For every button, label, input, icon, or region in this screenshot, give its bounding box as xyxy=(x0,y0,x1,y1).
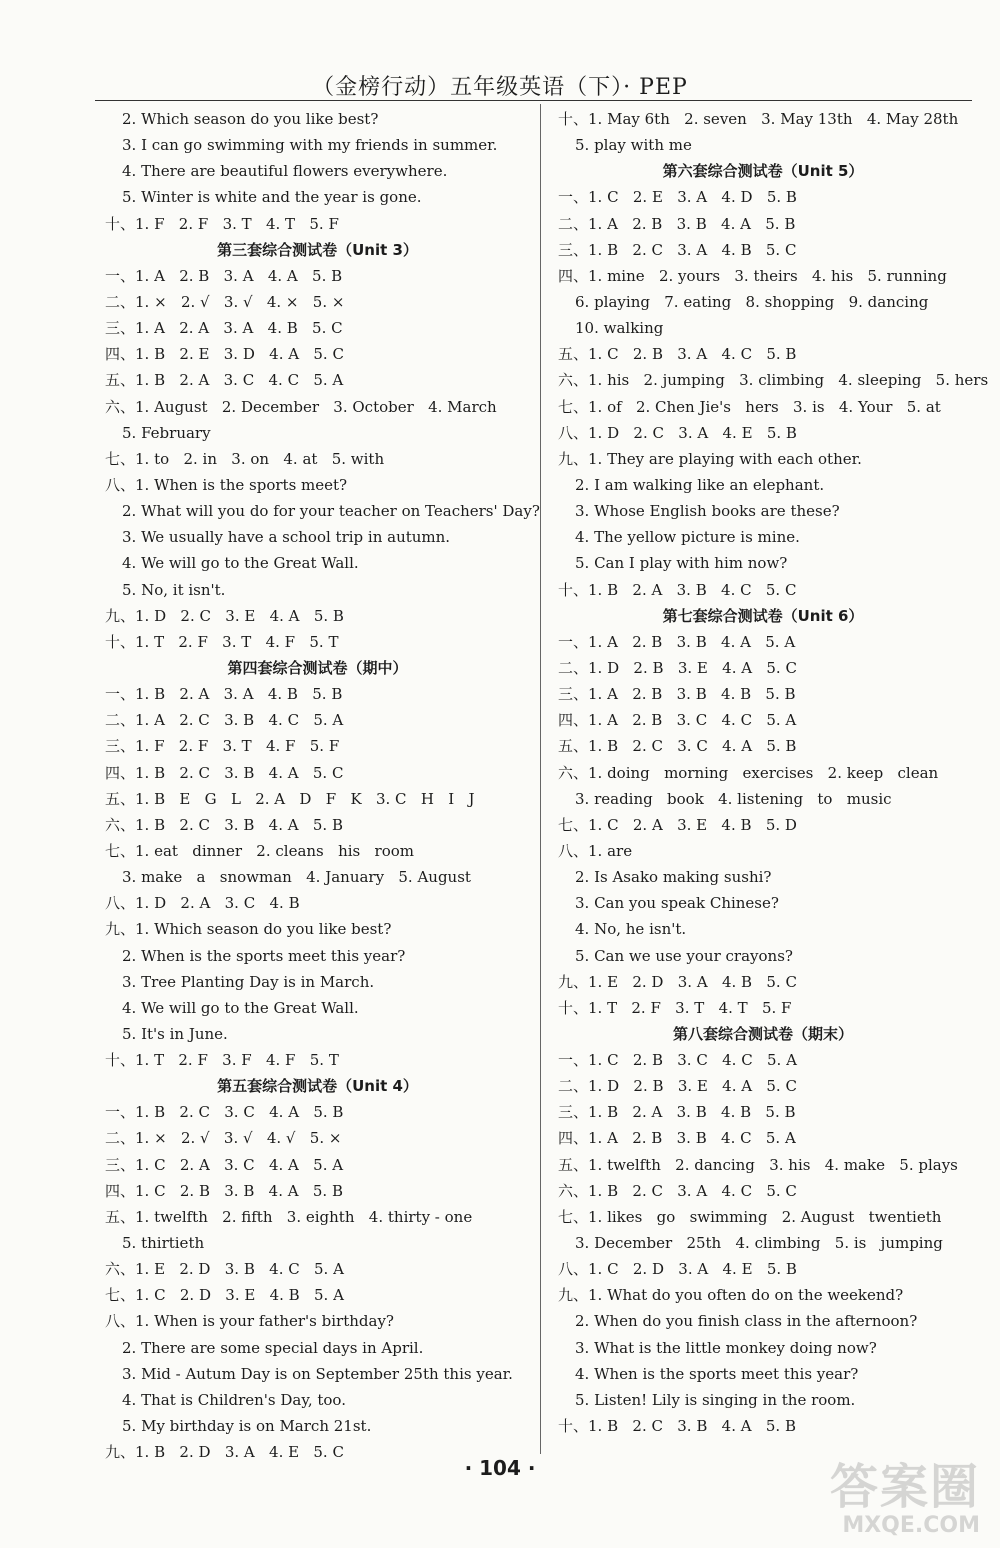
section-title: 第五套综合测试卷（Unit 4） xyxy=(217,1077,418,1096)
answer-line: 七、1. of 2. Chen Jie's hers 3. is 4. Your 5. at xyxy=(558,397,941,416)
answer-line: 三、1. A 2. B 3. B 4. B 5. B xyxy=(558,685,796,704)
answer-line: 八、1. D 2. A 3. C 4. B xyxy=(105,894,300,913)
answer-line: 二、1. × 2. √ 3. √ 4. √ 5. × xyxy=(105,1129,342,1148)
answer-line: 3. December 25th 4. climbing 5. is jumping xyxy=(575,1234,943,1253)
answer-line: 五、1. B E G L 2. A D F K 3. C H I J xyxy=(105,789,475,808)
answer-line: 九、1. B 2. D 3. A 4. E 5. C xyxy=(105,1443,344,1462)
answer-line: 三、1. B 2. C 3. A 4. B 5. C xyxy=(558,240,797,259)
answer-line: 五、1. B 2. C 3. C 4. A 5. B xyxy=(558,737,797,756)
answer-line: 4. When is the sports meet this year? xyxy=(575,1364,859,1383)
answer-line: 八、1. are xyxy=(558,841,633,860)
answer-line: 七、1. to 2. in 3. on 4. at 5. with xyxy=(105,449,385,468)
answer-line: 2. Is Asako making sushi? xyxy=(575,868,772,887)
answer-line: 十、1. F 2. F 3. T 4. T 5. F xyxy=(105,214,339,233)
section-title: 第四套综合测试卷（期中） xyxy=(227,658,408,677)
answer-line: 五、1. twelfth 2. dancing 3. his 4. make 5. plays xyxy=(558,1155,958,1174)
answer-line: 十、1. B 2. A 3. B 4. C 5. C xyxy=(558,580,797,599)
page-header-title: （金榜行动）五年级英语（下）· PEP xyxy=(312,75,688,100)
answer-line: 3. Whose English books are these? xyxy=(575,502,840,521)
watermark-logo xyxy=(796,1448,986,1540)
answer-line: 十、1. B 2. C 3. B 4. A 5. B xyxy=(558,1417,796,1436)
answer-line: 六、1. August 2. December 3. October 4. March xyxy=(105,397,497,416)
answer-line: 5. No, it isn't. xyxy=(122,580,226,599)
answer-line: 九、1. What do you often do on the weekend? xyxy=(558,1286,904,1305)
answer-line: 3. reading book 4. listening to music xyxy=(575,789,892,808)
answer-line: 六、1. B 2. C 3. B 4. A 5. B xyxy=(105,815,343,834)
answer-line: 2. I am walking like an elephant. xyxy=(575,475,825,494)
answer-line: 四、1. A 2. B 3. B 4. C 5. A xyxy=(558,1129,796,1148)
answer-line: 六、1. doing morning exercises 2. keep clean xyxy=(558,763,939,782)
answer-line: 七、1. eat dinner 2. cleans his room xyxy=(105,841,414,860)
answer-line: 5. Can we use your crayons? xyxy=(575,946,793,965)
answer-line: 九、1. Which season do you like best? xyxy=(105,920,392,939)
answer-line: 四、1. B 2. C 3. B 4. A 5. C xyxy=(105,763,344,782)
answer-line: 3. Mid - Autum Day is on September 25th this year. xyxy=(122,1364,513,1383)
answer-line: 4. We will go to the Great Wall. xyxy=(122,554,359,573)
section-title: 第八套综合测试卷（期末） xyxy=(672,1024,853,1043)
answer-line: 二、1. D 2. B 3. E 4. A 5. C xyxy=(558,658,797,677)
answer-line: 八、1. C 2. D 3. A 4. E 5. B xyxy=(558,1260,797,1279)
answer-line: 4. There are beautiful flowers everywhere. xyxy=(122,162,448,181)
answer-line: 5. play with me xyxy=(575,136,692,155)
answer-line: 二、1. × 2. √ 3. √ 4. × 5. × xyxy=(105,292,345,311)
answer-line: 5. thirtieth xyxy=(122,1234,205,1253)
answer-line: 五、1. twelfth 2. fifth 3. eighth 4. thirty - one xyxy=(105,1207,473,1226)
right-answer-column xyxy=(558,106,989,1439)
answer-line: 七、1. likes go swimming 2. August twentieth xyxy=(558,1207,942,1226)
watermark-url: MXQE.COM xyxy=(842,1513,980,1538)
answer-line: 三、1. C 2. A 3. C 4. A 5. A xyxy=(105,1155,344,1174)
answer-line: 七、1. C 2. D 3. E 4. B 5. A xyxy=(105,1286,344,1305)
section-title: 第三套综合测试卷（Unit 3） xyxy=(217,240,418,259)
answer-line: 3. We usually have a school trip in autumn. xyxy=(122,528,451,547)
answer-line: 二、1. D 2. B 3. E 4. A 5. C xyxy=(558,1077,797,1096)
answer-line: 6. playing 7. eating 8. shopping 9. dancing xyxy=(575,292,929,311)
watermark-logo-text: 答案圈 xyxy=(829,1459,980,1515)
answer-line: 八、1. When is the sports meet? xyxy=(105,475,348,494)
answer-line: 一、1. B 2. A 3. A 4. B 5. B xyxy=(105,685,343,704)
answer-line: 六、1. his 2. jumping 3. climbing 4. sleeping 5. hers xyxy=(558,371,989,390)
answer-line: 2. When do you finish class in the afternoon? xyxy=(575,1312,918,1331)
answer-line: 3. Tree Planting Day is in March. xyxy=(122,972,375,991)
answer-line: 一、1. B 2. C 3. C 4. A 5. B xyxy=(105,1103,344,1122)
answer-line: 3. Can you speak Chinese? xyxy=(575,894,779,913)
answer-line: 5. February xyxy=(122,423,211,442)
answer-line: 九、1. D 2. C 3. E 4. A 5. B xyxy=(105,606,344,625)
answer-line: 5. Winter is white and the year is gone. xyxy=(122,188,422,207)
answer-line: 5. Can I play with him now? xyxy=(575,554,788,573)
column-divider xyxy=(540,104,541,1454)
answer-line: 四、1. mine 2. yours 3. theirs 4. his 5. running xyxy=(558,266,947,285)
answer-line: 三、1. A 2. A 3. A 4. B 5. C xyxy=(105,319,343,338)
section-title: 第六套综合测试卷（Unit 5） xyxy=(662,162,864,181)
answer-line: 四、1. C 2. B 3. B 4. A 5. B xyxy=(105,1181,343,1200)
answer-line: 八、1. D 2. C 3. A 4. E 5. B xyxy=(558,423,797,442)
answer-line: 六、1. E 2. D 3. B 4. C 5. A xyxy=(105,1260,344,1279)
answer-line: 2. When is the sports meet this year? xyxy=(122,946,406,965)
answer-line: 十、1. T 2. F 3. T 4. F 5. T xyxy=(105,632,339,651)
answer-line: 二、1. A 2. C 3. B 4. C 5. A xyxy=(105,711,344,730)
answer-line: 4. We will go to the Great Wall. xyxy=(122,998,359,1017)
answer-line: 4. The yellow picture is mine. xyxy=(575,528,800,547)
answer-line: 一、1. C 2. E 3. A 4. D 5. B xyxy=(558,188,797,207)
answer-line: 八、1. When is your father's birthday? xyxy=(105,1312,394,1331)
answer-line: 4. No, he isn't. xyxy=(575,920,687,939)
answer-line: 十、1. T 2. F 3. T 4. T 5. F xyxy=(558,998,792,1017)
answer-line: 10. walking xyxy=(575,319,664,338)
answer-line: 5. Listen! Lily is singing in the room. xyxy=(575,1390,856,1409)
answer-line: 一、1. A 2. B 3. B 4. A 5. A xyxy=(558,632,796,651)
header-rule xyxy=(95,100,972,101)
answer-line: 四、1. B 2. E 3. D 4. A 5. C xyxy=(105,345,344,364)
answer-line: 2. There are some special days in April. xyxy=(122,1338,424,1357)
answer-line: 三、1. F 2. F 3. T 4. F 5. F xyxy=(105,737,340,756)
page-number: · 104 · xyxy=(464,1456,536,1480)
answer-line: 一、1. C 2. B 3. C 4. C 5. A xyxy=(558,1051,797,1070)
answer-line: 二、1. A 2. B 3. B 4. A 5. B xyxy=(558,214,796,233)
answer-line: 三、1. B 2. A 3. B 4. B 5. B xyxy=(558,1103,796,1122)
section-title: 第七套综合测试卷（Unit 6） xyxy=(662,606,864,625)
answer-line: 四、1. A 2. B 3. C 4. C 5. A xyxy=(558,711,797,730)
answer-line: 3. make a snowman 4. January 5. August xyxy=(122,868,471,887)
answer-line: 4. That is Children's Day, too. xyxy=(122,1390,346,1409)
answer-line: 九、1. E 2. D 3. A 4. B 5. C xyxy=(558,972,797,991)
answer-line: 2. What will you do for your teacher on Teachers' Day? xyxy=(122,502,540,521)
answer-line: 3. What is the little monkey doing now? xyxy=(575,1338,877,1357)
answer-line: 七、1. C 2. A 3. E 4. B 5. D xyxy=(558,815,797,834)
left-answer-column xyxy=(105,106,540,1465)
answer-line: 十、1. T 2. F 3. F 4. F 5. T xyxy=(105,1051,339,1070)
answer-line: 五、1. B 2. A 3. C 4. C 5. A xyxy=(105,371,344,390)
answer-line: 九、1. They are playing with each other. xyxy=(558,449,862,468)
answer-line: 六、1. B 2. C 3. A 4. C 5. C xyxy=(558,1181,797,1200)
answer-line: 2. Which season do you like best? xyxy=(122,110,379,128)
answer-line: 五、1. C 2. B 3. A 4. C 5. B xyxy=(558,345,797,364)
answer-line: 3. I can go swimming with my friends in summer. xyxy=(122,136,498,155)
answer-line: 5. It's in June. xyxy=(122,1024,228,1043)
answer-line: 5. My birthday is on March 21st. xyxy=(122,1417,372,1436)
answer-line: 一、1. A 2. B 3. A 4. A 5. B xyxy=(105,266,343,285)
answer-line: 十、1. May 6th 2. seven 3. May 13th 4. May 28th xyxy=(558,110,959,128)
